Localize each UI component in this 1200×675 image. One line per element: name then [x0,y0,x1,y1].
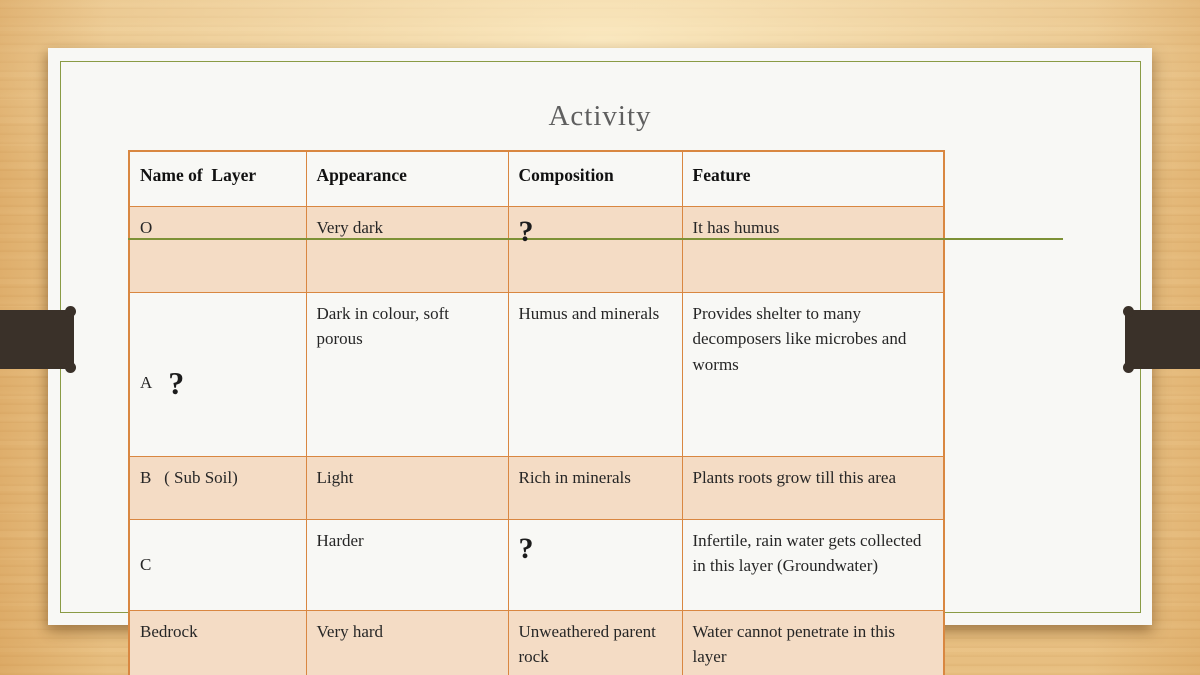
slide-title: Activity [548,100,652,132]
layer-label: A [140,373,153,393]
table-row-c [129,519,944,610]
clip-knob [1123,362,1134,373]
cell-b-feature: Plants roots grow till this area [682,456,944,519]
cell-o-composition [508,206,682,292]
cell-c-composition [508,519,682,610]
cell-bedrock-feature: Water cannot penetrate in this layer [682,610,944,675]
question-mark-icon: ? [168,364,185,401]
clip-knob [65,306,76,317]
cell-a-appearance: Dark in colour, soft porous [306,292,508,456]
cell-o-feature: It has humus [682,206,944,292]
table-row-o [129,206,944,292]
column-header-name-of-layer: Name of Layer [129,151,306,206]
left-clip [0,310,74,369]
question-mark-icon: ? [518,531,534,565]
cell-b-name: B ( Sub Soil) [129,456,306,519]
table-row-a [129,292,944,456]
cell-bedrock-composition: Unweathered parent rock [508,610,682,675]
cell-c-appearance: Harder [306,519,508,610]
cell-bedrock-appearance: Very hard [306,610,508,675]
cell-b-composition: Rich in minerals [508,456,682,519]
cell-bedrock-name: Bedrock [129,610,306,675]
column-header-composition: Composition [508,151,682,206]
clip-knob [65,362,76,373]
cell-o-name [129,206,306,292]
layer-a-group [140,366,296,401]
cell-a-feature: Provides shelter to many decomposers like microbes and worms [682,292,944,456]
column-header-feature: Feature [682,151,944,206]
question-mark-icon: ? [518,214,534,248]
cell-c-name [129,519,306,610]
clip-knob [1123,306,1134,317]
green-accent-line [128,238,1063,240]
column-header-appearance: Appearance [306,151,508,206]
layer-label: C [140,554,152,574]
table-row-bedrock [129,610,944,675]
right-clip [1125,310,1200,369]
table-header-row [129,151,944,206]
soil-layers-table [128,150,945,675]
cell-b-appearance: Light [306,456,508,519]
cell-c-feature: Infertile, rain water gets collected in this layer (Groundwater) [682,519,944,610]
cell-a-name [129,292,306,456]
slide [48,48,1152,667]
cell-o-appearance: Very dark [306,206,508,292]
table-row-b [129,456,944,519]
cell-a-composition: Humus and minerals [508,292,682,456]
layer-label: O [140,217,153,237]
